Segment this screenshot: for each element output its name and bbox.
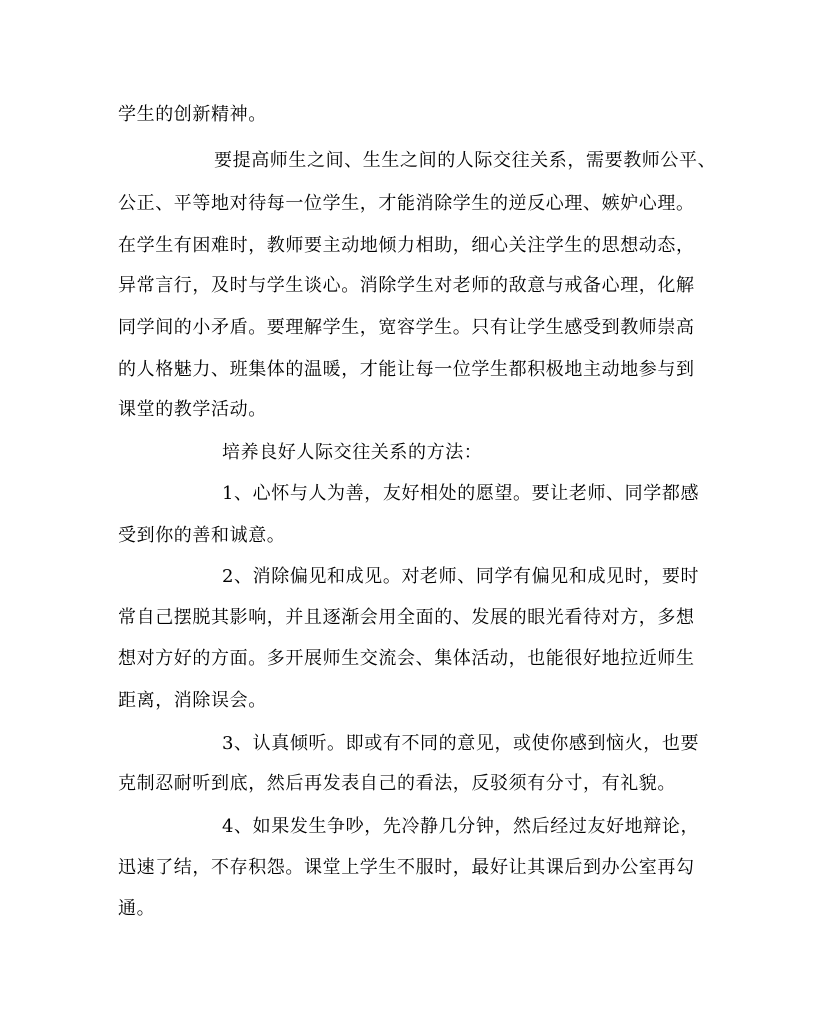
- text-line: 同学间的小矛盾。要理解学生，宽容学生。只有让学生感受到教师崇高: [118, 317, 695, 338]
- text-line: 迅速了结，不存积怨。课堂上学生不服时，最好让其课后到办公室再勾: [118, 857, 695, 878]
- text-line: 常自己摆脱其影响，并且逐渐会用全面的、发展的眼光看待对方，多想: [118, 607, 695, 628]
- text-line: 克制忍耐听到底，然后再发表自己的看法，反驳须有分寸，有礼貌。: [118, 773, 676, 794]
- text-line: 的人格魅力、班集体的温暖，才能让每一位学生都积极地主动地参与到: [118, 359, 695, 380]
- text-line: 课堂的教学活动。: [118, 399, 267, 420]
- text-line: 想对方好的方面。多开展师生交流会、集体活动，也能很好地拉近师生: [118, 648, 695, 669]
- text-line: 4、如果发生争吵，先冷静几分钟，然后经过友好地辩论，: [222, 816, 700, 837]
- text-line: 距离，消除误会。: [118, 690, 267, 711]
- text-line: 3、认真倾听。即或有不同的意见，或使你感到恼火，也要: [222, 733, 700, 754]
- text-line: 2、消除偏见和成见。对老师、同学有偏见和成见时，要时: [222, 566, 700, 587]
- text-line: 要提高师生之间、生生之间的人际交往关系，需要教师公平、: [214, 150, 717, 171]
- text-line: 学生的创新精神。: [118, 104, 267, 125]
- text-line: 公正、平等地对待每一位学生，才能消除学生的逆反心理、嫉妒心理。: [118, 193, 695, 214]
- text-line: 通。: [118, 898, 156, 919]
- text-line: 培养良好人际交往关系的方法：: [222, 442, 483, 463]
- text-line: 异常言行，及时与学生谈心。消除学生对老师的敌意与戒备心理，化解: [118, 275, 695, 296]
- text-line: 1、心怀与人为善，友好相处的愿望。要让老师、同学都感: [222, 483, 700, 504]
- text-line: 受到你的善和诚意。: [118, 525, 286, 546]
- text-line: 在学生有困难时，教师要主动地倾力相助，细心关注学生的思想动态，: [118, 235, 695, 256]
